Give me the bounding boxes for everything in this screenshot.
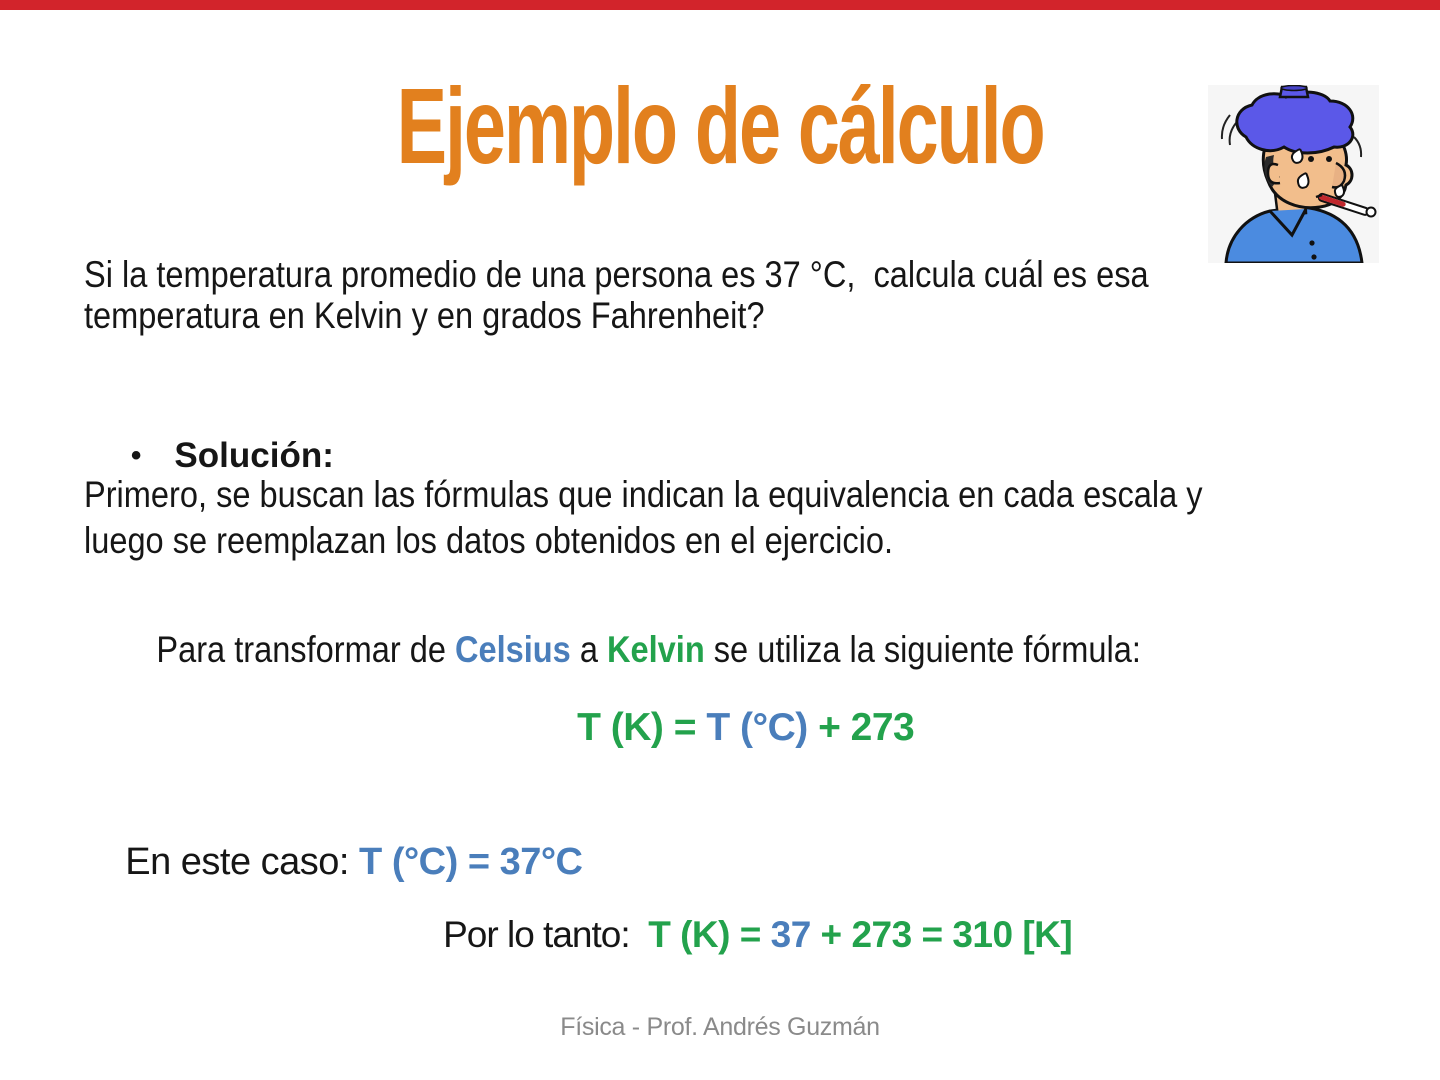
sick-person-illustration bbox=[1208, 85, 1379, 263]
result-blue-37: 37 bbox=[770, 914, 811, 955]
result-green-2: + 273 = 310 [K] bbox=[810, 914, 1073, 955]
intro-line-1: Si la temperatura promedio de una persona es 37 °C, calcula cuál es esa bbox=[84, 254, 1149, 295]
motion-line-left bbox=[1230, 123, 1236, 145]
intro-line-2: temperatura en Kelvin y en grados Fahrenheit? bbox=[84, 295, 765, 336]
explanation-line-1: Primero, se buscan las fórmulas que indican la equivalencia en cada escala y bbox=[84, 474, 1203, 515]
intro-paragraph bbox=[84, 254, 1294, 336]
case-black-text: En este caso: bbox=[125, 841, 360, 883]
eye-left bbox=[1308, 156, 1314, 162]
result-black-text: Por lo tanto: bbox=[443, 914, 649, 955]
shirt-button-2 bbox=[1311, 254, 1316, 259]
case-blue-value: T (°C) = 37°C bbox=[359, 841, 583, 883]
motion-line-right bbox=[1354, 137, 1361, 157]
transform-seg1: Para transformar de bbox=[156, 628, 455, 670]
kelvin-word: Kelvin bbox=[607, 628, 705, 670]
eye-right bbox=[1326, 156, 1332, 162]
shirt-button bbox=[1309, 240, 1314, 245]
formula-green-right: + 273 bbox=[807, 706, 915, 749]
explanation-line-2: luego se reemplazan los datos obtenidos en el ejercicio. bbox=[84, 520, 894, 561]
ear bbox=[1268, 164, 1280, 183]
result-line bbox=[404, 872, 1072, 998]
ice-bag-cap-top bbox=[1281, 86, 1307, 91]
transform-seg2: a bbox=[570, 628, 608, 670]
formula-blue-mid: T (°C) bbox=[706, 706, 808, 749]
footer-credit: Física - Prof. Andrés Guzmán bbox=[560, 1013, 880, 1041]
ice-bag bbox=[1237, 92, 1353, 153]
top-accent-bar bbox=[0, 0, 1440, 10]
page-title: Ejemplo de cálculo bbox=[396, 65, 1044, 186]
sick-person-icon bbox=[1208, 85, 1379, 263]
result-green-1: T (K) = bbox=[648, 914, 771, 955]
celsius-word: Celsius bbox=[454, 628, 571, 670]
transform-seg3: se utiliza la siguiente fórmula: bbox=[704, 628, 1141, 670]
motion-line-left2 bbox=[1222, 115, 1230, 139]
explanation-paragraph bbox=[84, 472, 1355, 564]
formula-green-left: T (K) = bbox=[577, 706, 707, 749]
kelvin-formula bbox=[0, 662, 1440, 794]
bullet-icon: • bbox=[130, 439, 142, 472]
solution-label: Solución: bbox=[174, 436, 334, 475]
